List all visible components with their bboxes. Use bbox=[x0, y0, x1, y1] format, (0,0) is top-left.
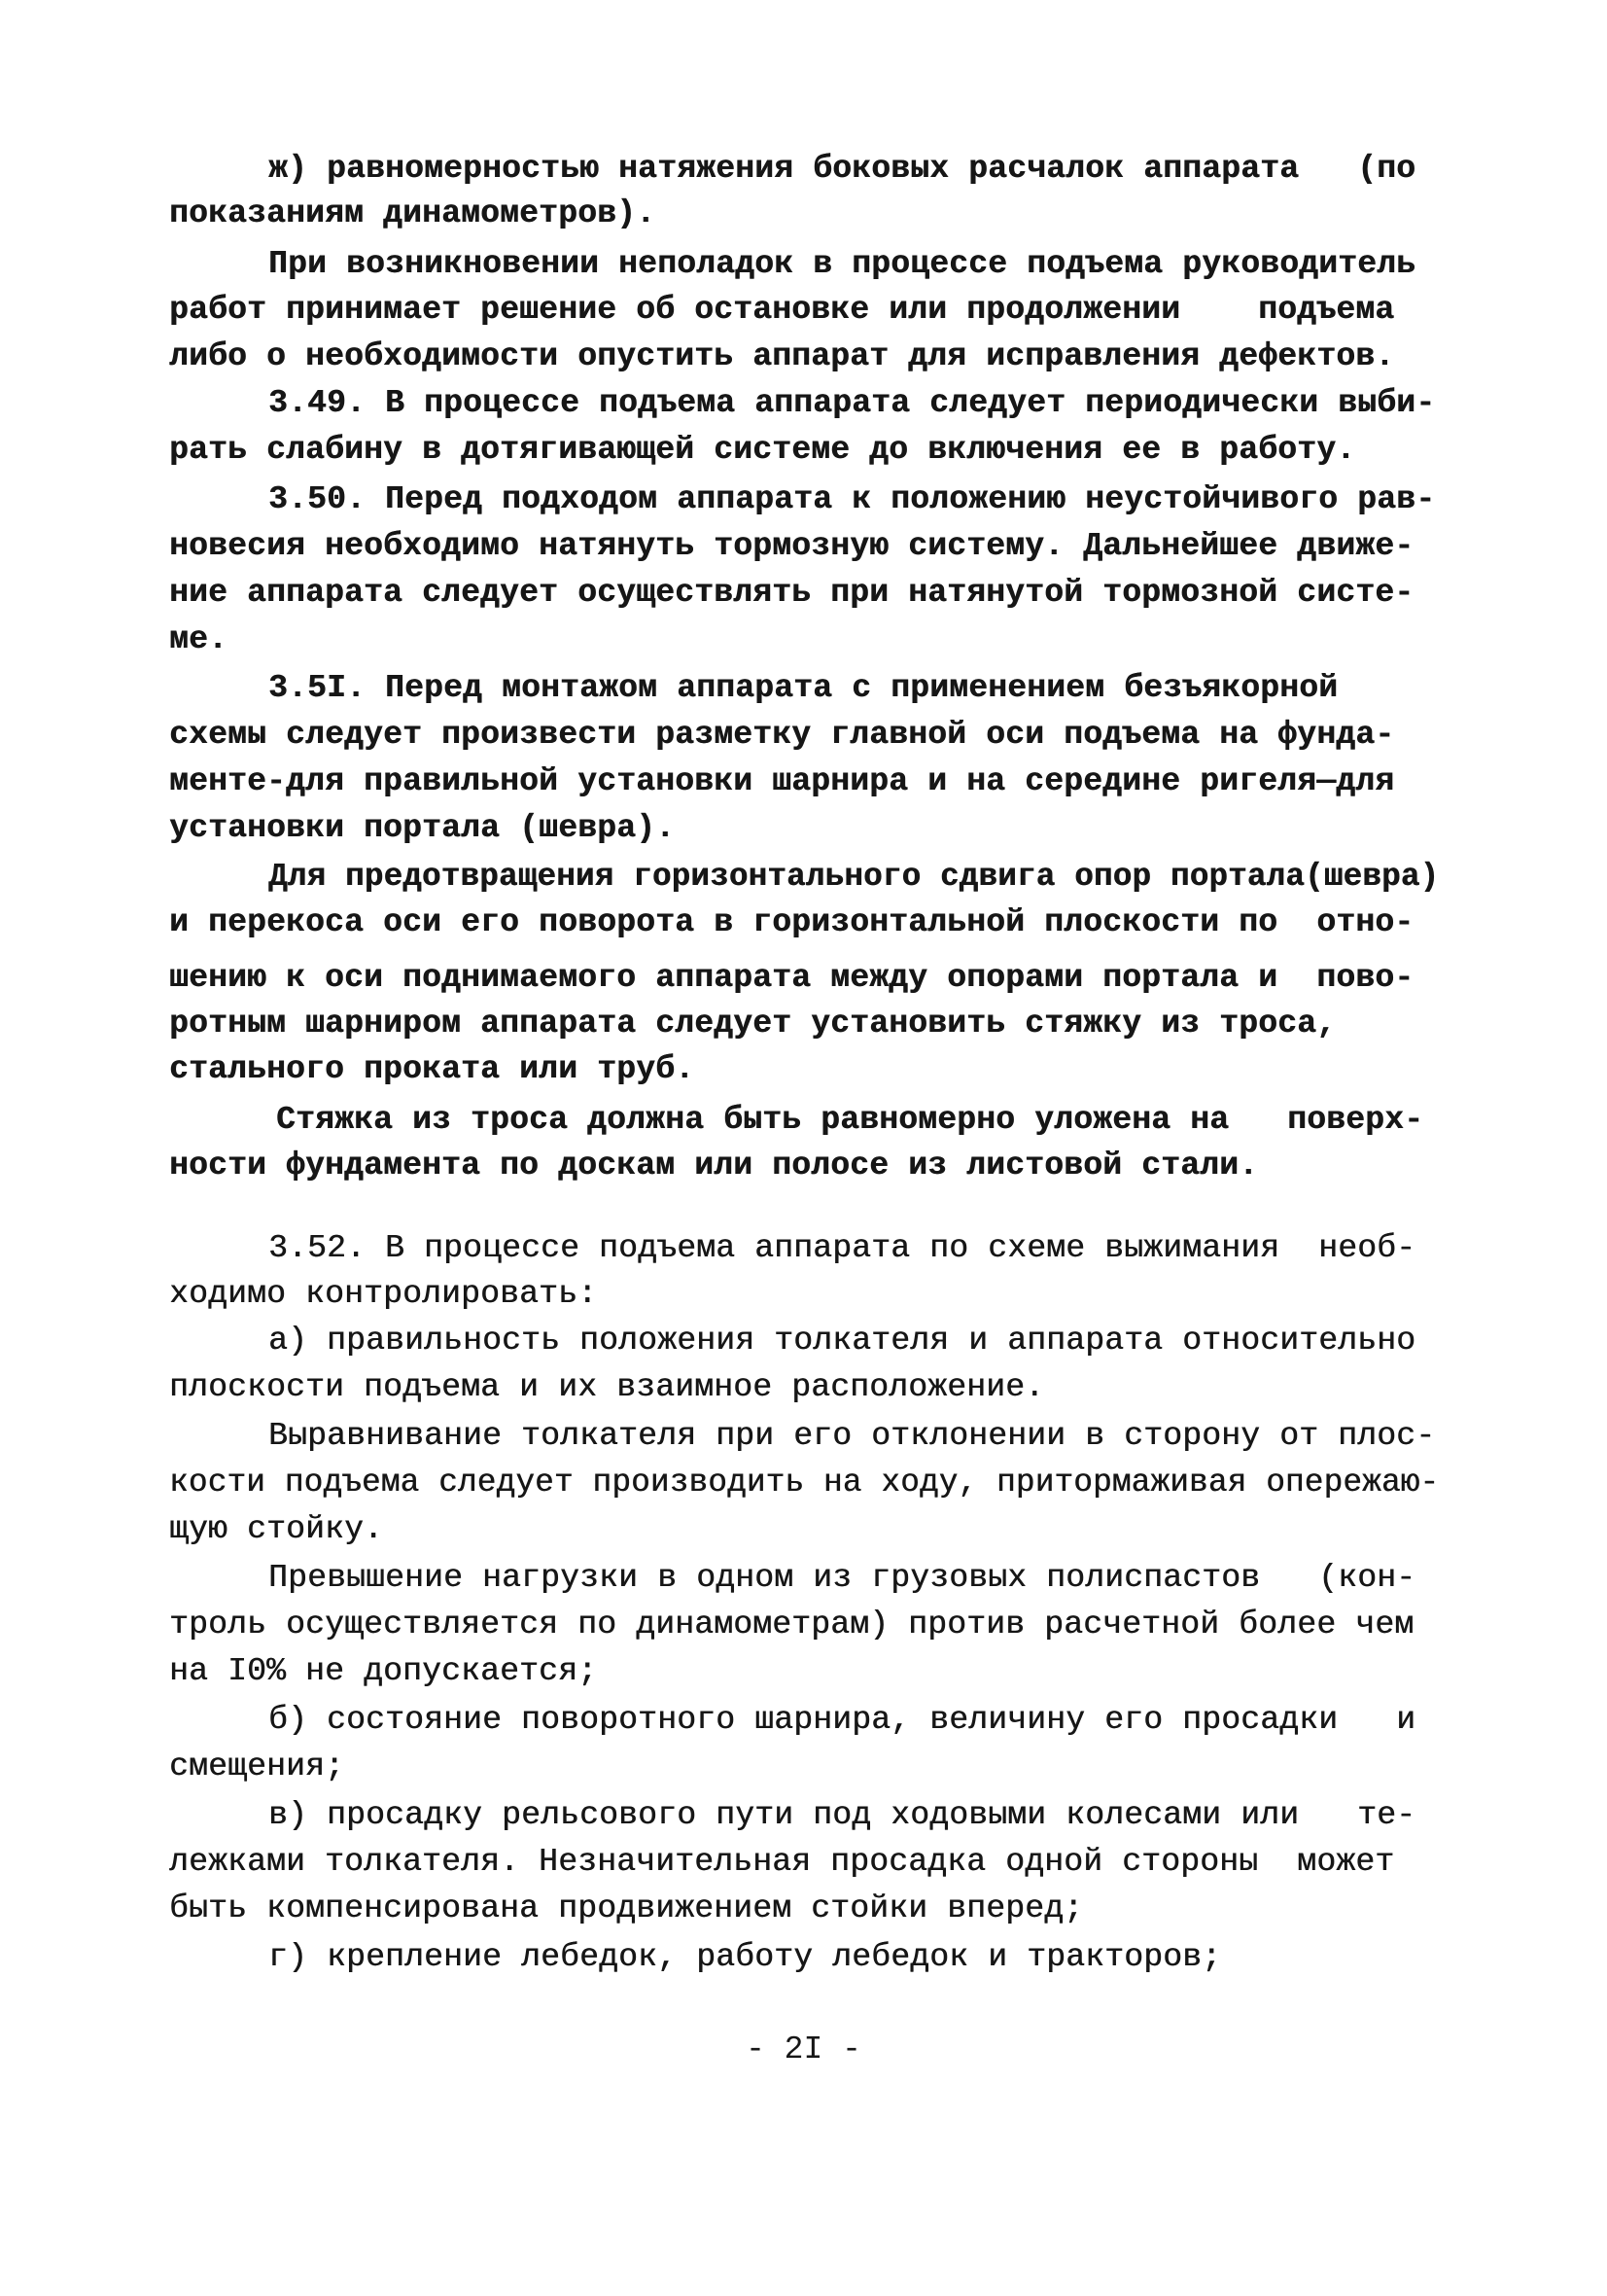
text-line: Для предотвращения горизонтального сдвига опор портала(шевра) bbox=[268, 859, 1440, 895]
text-line: новесия необходимо натянуть тормозную систему. Дальнейшее движе- bbox=[169, 528, 1415, 564]
text-line: 3.52. В процессе подъема аппарата по схеме выжимания необ- bbox=[268, 1230, 1416, 1266]
text-line: стального проката или труб. bbox=[169, 1051, 695, 1087]
text-line: и перекоса оси его поворота в горизонтальной плоскости по отно- bbox=[169, 904, 1415, 940]
text-line: показаниям динамометров). bbox=[169, 195, 656, 231]
text-line: рать слабину в дотягивающей системе до включения ее в работу. bbox=[169, 432, 1356, 468]
text-line: ротным шарниром аппарата следует установить стяжку из троса, bbox=[169, 1006, 1337, 1042]
text-line: б) состояние поворотного шарнира, величину его просадки и bbox=[268, 1702, 1416, 1738]
text-line: схемы следует произвести разметку главной оси подъема на фунда- bbox=[169, 717, 1395, 753]
text-line: При возникновении неполадок в процессе подъема руководитель bbox=[268, 246, 1416, 282]
text-line: Превышение нагрузки в одном из грузовых полиспастов (кон- bbox=[268, 1560, 1416, 1596]
text-line: ме. bbox=[169, 621, 228, 657]
text-line: 3.49. В процессе подъема аппарата следует периодически выби- bbox=[268, 385, 1436, 421]
text-line: смещения; bbox=[169, 1748, 345, 1784]
text-line: ж) равномерностью натяжения боковых расчалок аппарата (по bbox=[268, 151, 1416, 187]
text-line: работ принимает решение об остановке или продолжении подъема bbox=[169, 292, 1395, 328]
text-line: на I0% не допускается; bbox=[169, 1653, 598, 1689]
text-line: установки портала (шевра). bbox=[169, 810, 676, 846]
page-number: - 2I - bbox=[746, 2031, 861, 2067]
text-line: а) правильность положения толкателя и аппарата относительно bbox=[268, 1323, 1416, 1359]
text-line: в) просадку рельсового пути под ходовыми колесами или те- bbox=[268, 1797, 1416, 1833]
text-line: кости подъема следует производить на ходу, притормаживая опережаю- bbox=[169, 1465, 1440, 1501]
text-line: плоскости подъема и их взаимное расположение. bbox=[169, 1369, 1045, 1405]
text-line: менте-для правильной установки шарнира и на середине ригеля—для bbox=[169, 763, 1395, 799]
text-line: быть компенсирована продвижением стойки вперед; bbox=[169, 1890, 1084, 1926]
text-line: г) крепление лебедок, работу лебедок и тракторов; bbox=[268, 1939, 1222, 1975]
text-line: Выравнивание толкателя при его отклонении в сторону от плос- bbox=[268, 1418, 1436, 1454]
text-line: троль осуществляется по динамометрам) против расчетной более чем bbox=[169, 1607, 1415, 1643]
text-line: лежками толкателя. Незначительная просадка одной стороны может bbox=[169, 1844, 1395, 1880]
text-line: шению к оси поднимаемого аппарата между опорами портала и пово- bbox=[169, 960, 1415, 996]
text-line: 3.50. Перед подходом аппарата к положению неустойчивого рав- bbox=[268, 481, 1436, 517]
text-line: щую стойку. bbox=[169, 1511, 384, 1547]
text-line: ходимо контролировать: bbox=[169, 1276, 598, 1312]
text-line: ности фундамента по доскам или полосе из листовой стали. bbox=[169, 1148, 1259, 1183]
text-line: либо о необходимости опустить аппарат для исправления дефектов. bbox=[169, 338, 1395, 374]
text-line: Стяжка из троса должна быть равномерно уложена на поверх- bbox=[276, 1102, 1424, 1138]
text-line: 3.5I. Перед монтажом аппарата с применением безъякорной bbox=[268, 670, 1339, 706]
text-line: ние аппарата следует осуществлять при натянутой тормозной систе- bbox=[169, 575, 1415, 611]
